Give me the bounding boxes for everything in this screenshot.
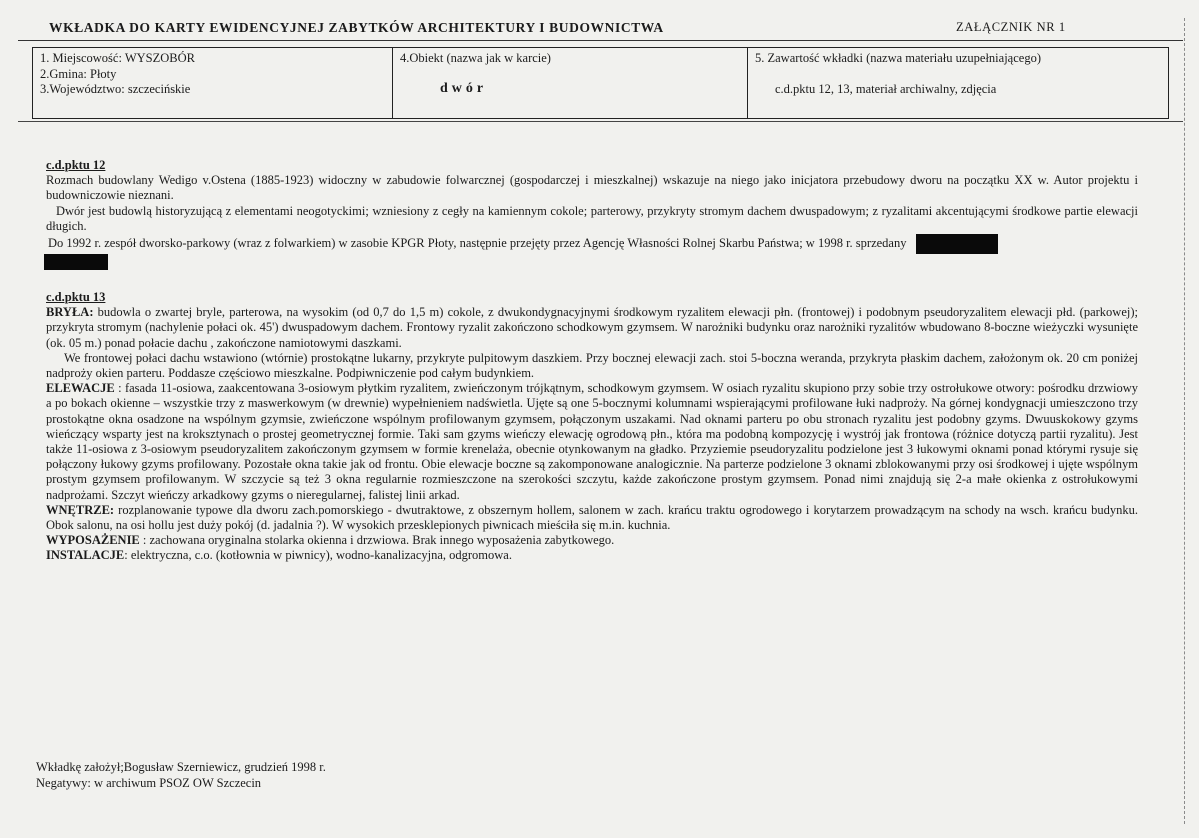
elewacje-text: : fasada 11-osiowa, zaakcentowana 3-osiowym płytkim ryzalitem, zwieńczonym trójkątnym, schodkowym gzymsem. W osiach ryzalitu skupiono przy sobie trzy ostrołukowe otwory: pośrodku drzwiowy a po bokach okienne – wszystkie trzy z maswerkowym (w drewnie) wypełnieniem nadświetla. Ujęte są one 5-bocznymi kolumnami wspierającymi profilowane łuki nadproży. Na górnej kondygnacji umieszczono trzy prostokątne okna osadzone na wspólnym gzymsie, zwieńczone wspólnym profilowanym gzymsem, połączonym uszakami. Nad oknami parteru po obu stronach ryzalitu jest podobny gzyms. Dwuuskokowy gzyms wieńczący wsparty jest na kroksztynach o prostej geometrycznej formie. Taki sam gzyms wieńczy elewację ogrodową płn., która ma podobną kompozycję i wystrój jak frontowa (różnice dotyczą partii ryzalitu). Jest także 11-osiowa z 3-osiowym pseudoryzalitem zakończonym gzymsem w formie krenelaża, obecnie otynkowanym na gładko. Przyziemie pseudoryzalitu podzielone jest 3 łukowymi oknami ponad którymi rysuje się połączony łukowy gzyms profilowany. Pozostałe okna takie jak od frontu. Obie elewacje boczne są zakomponowane analogicznie. Na parterze podzielone 3 oknami zblokowanymi przy osi środkowej i ujęte wspólnym prostym gzymsem profilowanym. W szczycie są też 3 okna regularnie rozmieszczone na szerokości szczytu, każde zakończone prostym gzymsem. Ponad nimi znajdują się 2-a małe okienka z ostrołukowymi nadprożami. Szczyt wieńczy arkadkowy gzyms o nieregularnej, falistej linii arkad. <box>46 381 1138 502</box>
contents-label: 5. Zawartość wkładki (nazwa materiału uzupełniającego) <box>755 51 1041 65</box>
section-12-paragraph-1: Rozmach budowlany Wedigo v.Ostena (1885-1923) widoczny w zabudowie folwarcznej (gospodarczej i mieszkalnej) wskazuje na niego jako inicjatora przebudowy dworu na początku XX w. Autor projektu i budowniczowie nieznani. <box>46 173 1138 203</box>
bryla-text: budowla o zwartej bryle, parterowa, na wysokim (od 0,7 do 1,5 m) cokole, z dwukondygnacyjnymi środkowym ryzalitem elewacji płn. (frontowej) i podobnym pseudoryzalitem elewacji płd. (parkowej); przykryta stromym (nachylenie połaci ok. 45') dwuspadowym dachem. Frontowy ryzalit zakończono schodkowym gzymsem. W narożniki budynku oraz narożniki ryzalitów wbudowano 8-boczne wieżyczki wysunięte (ok. 05 m.) ponad połacie dachu , zakończone namiotowymi daszkami. <box>46 305 1138 350</box>
section-12-heading: c.d.pktu 12 <box>46 158 106 172</box>
wyposazenie-text: : zachowana oryginalna stolarka okienna i drzwiowa. Brak innego wyposażenia zabytkowego. <box>139 533 615 548</box>
negatives-line: Negatywy: w archiwum PSOZ OW Szczecin <box>36 776 262 790</box>
section-12-paragraph-2: Dwór jest budowlą historyzującą z elementami neogotyckimi; wzniesiony z cegły na kamiennym cokole; parterowy, przykryty stromym dachem dwuspadowym; z ryzalitami akcentującymi środkowe partie elewacji długich. <box>46 203 1138 233</box>
object-name: dwór <box>440 80 488 96</box>
object-label: 4.Obiekt (nazwa jak w karcie) <box>400 51 551 65</box>
instalacje-label: INSTALACJE <box>46 548 125 563</box>
section-13 <box>46 290 1138 564</box>
instalacje-paragraph <box>46 548 1138 563</box>
wyposazenie-paragraph <box>46 533 1138 548</box>
section-divider <box>18 121 1183 122</box>
header-divider <box>18 40 1183 41</box>
object-cell <box>393 48 748 119</box>
wnetrze-label: WNĘTRZE: <box>46 502 115 517</box>
document-title: WKŁADKA DO KARTY EWIDENCYJNEJ ZABYTKÓW ARCHITEKTURY I BUDOWNICTWA <box>49 20 664 35</box>
elewacje-paragraph <box>46 381 1138 503</box>
sale-sentence: Do 1992 r. zespół dworsko-parkowy (wraz z folwarkiem) w zasobie KPGR Płoty, następnie przejęty przez Agencję Własności Rolnej Skarbu Państwa; w 1998 r. sprzedany <box>48 235 907 250</box>
section-12-paragraph-3 <box>46 234 1138 254</box>
locality-line: 1. Miejscowość: WYSZOBÓR <box>40 51 195 65</box>
redaction-bar <box>916 234 998 254</box>
footer <box>36 759 326 791</box>
author-line: Wkładkę założył;Bogusław Szerniewicz, grudzień 1998 r. <box>36 760 326 774</box>
bryla-paragraph-2: We frontowej połaci dachu wstawiono (wtórnie) prostokątne lukarny, przykryte pulpitowym daszkiem. Przy bocznej elewacji zach. stoi 5-boczna weranda, przykryta płaskim dachem, założonym ok. 20 cm poniżej nadproży okien parteru. Poddasze częściowo mieszkalne. Podpiwniczenie pod całym budynkiem. <box>46 350 1138 381</box>
instalacje-text: : elektryczna, c.o. (kotłownia w piwnicy), wodno-kanalizacyjna, odgromowa. <box>124 548 512 563</box>
commune-line: 2.Gmina: Płoty <box>40 66 117 81</box>
wyposazenie-label: WYPOSAŻENIE <box>46 533 140 548</box>
redaction-bar <box>44 254 108 270</box>
bryla-label: BRYŁA: <box>46 305 94 320</box>
contents-cell <box>748 48 1169 119</box>
header-table <box>32 47 1169 119</box>
elewacje-label: ELEWACJE <box>46 381 115 396</box>
location-cell <box>33 48 393 119</box>
section-13-heading: c.d.pktu 13 <box>46 290 106 304</box>
contents-value: c.d.pktu 12, 13, materiał archiwalny, zdjęcia <box>775 81 997 96</box>
wnetrze-text: rozplanowanie typowe dla dworu zach.pomorskiego - dwutraktowe, z obszernym hollem, salonem w zach. krańcu traktu ogrodowego i korytarzem prowadzącym na schody na wsch. krańcu budynku. Obok salonu, na osi hollu jest duży pokój (d. jadalnia ?). W wysokich przesklepionych piwnicach mieściła się m.in. kuchnia. <box>46 502 1138 533</box>
annex-label: ZAŁĄCZNIK NR 1 <box>956 20 1066 34</box>
section-12 <box>46 158 1138 270</box>
page-edge-line <box>1184 18 1185 824</box>
wnetrze-paragraph <box>46 503 1138 533</box>
bryla-paragraph <box>46 305 1138 351</box>
voivodeship-line: 3.Województwo: szczecińskie <box>40 82 191 96</box>
